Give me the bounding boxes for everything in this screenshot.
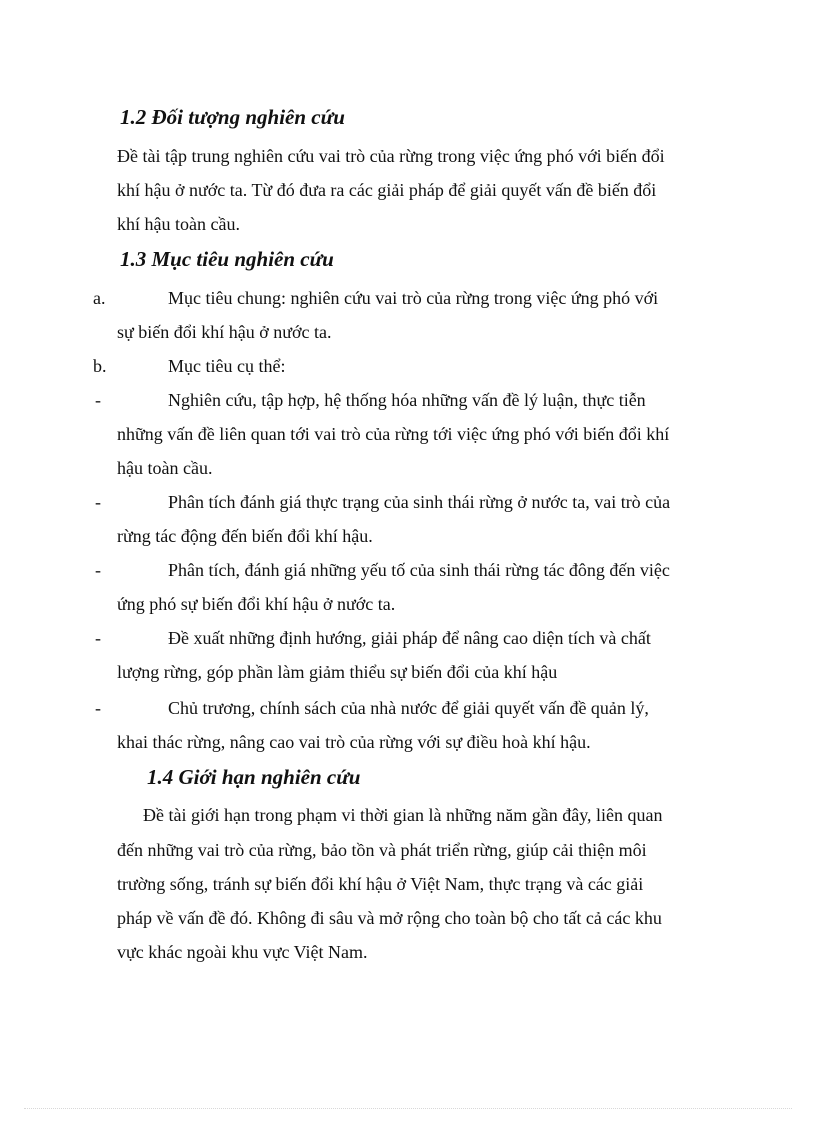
section-1-4-line: pháp về vấn đề đó. Không đi sâu và mở rộng cho toàn bộ cho tất cả các khu (117, 908, 662, 928)
list-item-a-line: sự biến đổi khí hậu ở nước ta. (117, 322, 332, 342)
bullet-marker: - (95, 560, 101, 580)
section-1-2-line: Đề tài tập trung nghiên cứu vai trò của rừng trong việc ứng phó với biến đổi (117, 146, 665, 166)
bullet-line: những vấn đề liên quan tới vai trò của rừng tới việc ứng phó với biến đổi khí (117, 424, 670, 444)
section-1-4-line: đến những vai trò của rừng, bảo tồn và phát triển rừng, giúp cải thiện môi (117, 840, 647, 860)
list-item-b-line: Mục tiêu cụ thể: (168, 356, 286, 376)
bullet-line: Chủ trương, chính sách của nhà nước để giải quyết vấn đề quản lý, (168, 698, 649, 718)
bullet-marker: - (95, 390, 101, 410)
section-1-4-line: trường sống, tránh sự biến đổi khí hậu ở Việt Nam, thực trạng và các giải (117, 874, 644, 894)
section-heading-1-3: 1.3 Mục tiêu nghiên cứu (120, 247, 334, 271)
section-1-4-line: Đề tài giới hạn trong phạm vi thời gian là những năm gần đây, liên quan (143, 805, 663, 825)
section-1-4-line: vực khác ngoài khu vực Việt Nam. (117, 942, 368, 962)
bullet-line: Nghiên cứu, tập hợp, hệ thống hóa những vấn đề lý luận, thực tiễn (168, 390, 646, 410)
bullet-line: lượng rừng, góp phần làm giảm thiểu sự biến đổi của khí hậu (117, 662, 558, 682)
list-marker-a: a. (93, 288, 106, 308)
page-bottom-divider (24, 1108, 792, 1109)
bullet-line: hậu toàn cầu. (117, 458, 213, 478)
bullet-line: Đề xuất những định hướng, giải pháp để nâng cao diện tích và chất (168, 628, 651, 648)
bullet-line: rừng tác động đến biến đổi khí hậu. (117, 526, 373, 546)
section-heading-1-4: 1.4 Giới hạn nghiên cứu (147, 765, 361, 789)
bullet-marker: - (95, 698, 101, 718)
bullet-line: khai thác rừng, nâng cao vai trò của rừng với sự điều hoà khí hậu. (117, 732, 591, 752)
list-marker-b: b. (93, 356, 107, 376)
section-1-2-line: khí hậu toàn cầu. (117, 214, 240, 234)
section-1-2-line: khí hậu ở nước ta. Từ đó đưa ra các giải pháp để giải quyết vấn đề biến đổi (117, 180, 657, 200)
section-heading-1-2: 1.2 Đối tượng nghiên cứu (120, 105, 345, 129)
bullet-marker: - (95, 492, 101, 512)
bullet-line: ứng phó sự biến đổi khí hậu ở nước ta. (117, 594, 396, 614)
list-item-a-line: Mục tiêu chung: nghiên cứu vai trò của rừng trong việc ứng phó với (168, 288, 659, 308)
bullet-line: Phân tích đánh giá thực trạng của sinh thái rừng ở nước ta, vai trò của (168, 492, 671, 512)
bullet-marker: - (95, 628, 101, 648)
bullet-line: Phân tích, đánh giá những yếu tố của sinh thái rừng tác đông đến việc (168, 560, 670, 580)
